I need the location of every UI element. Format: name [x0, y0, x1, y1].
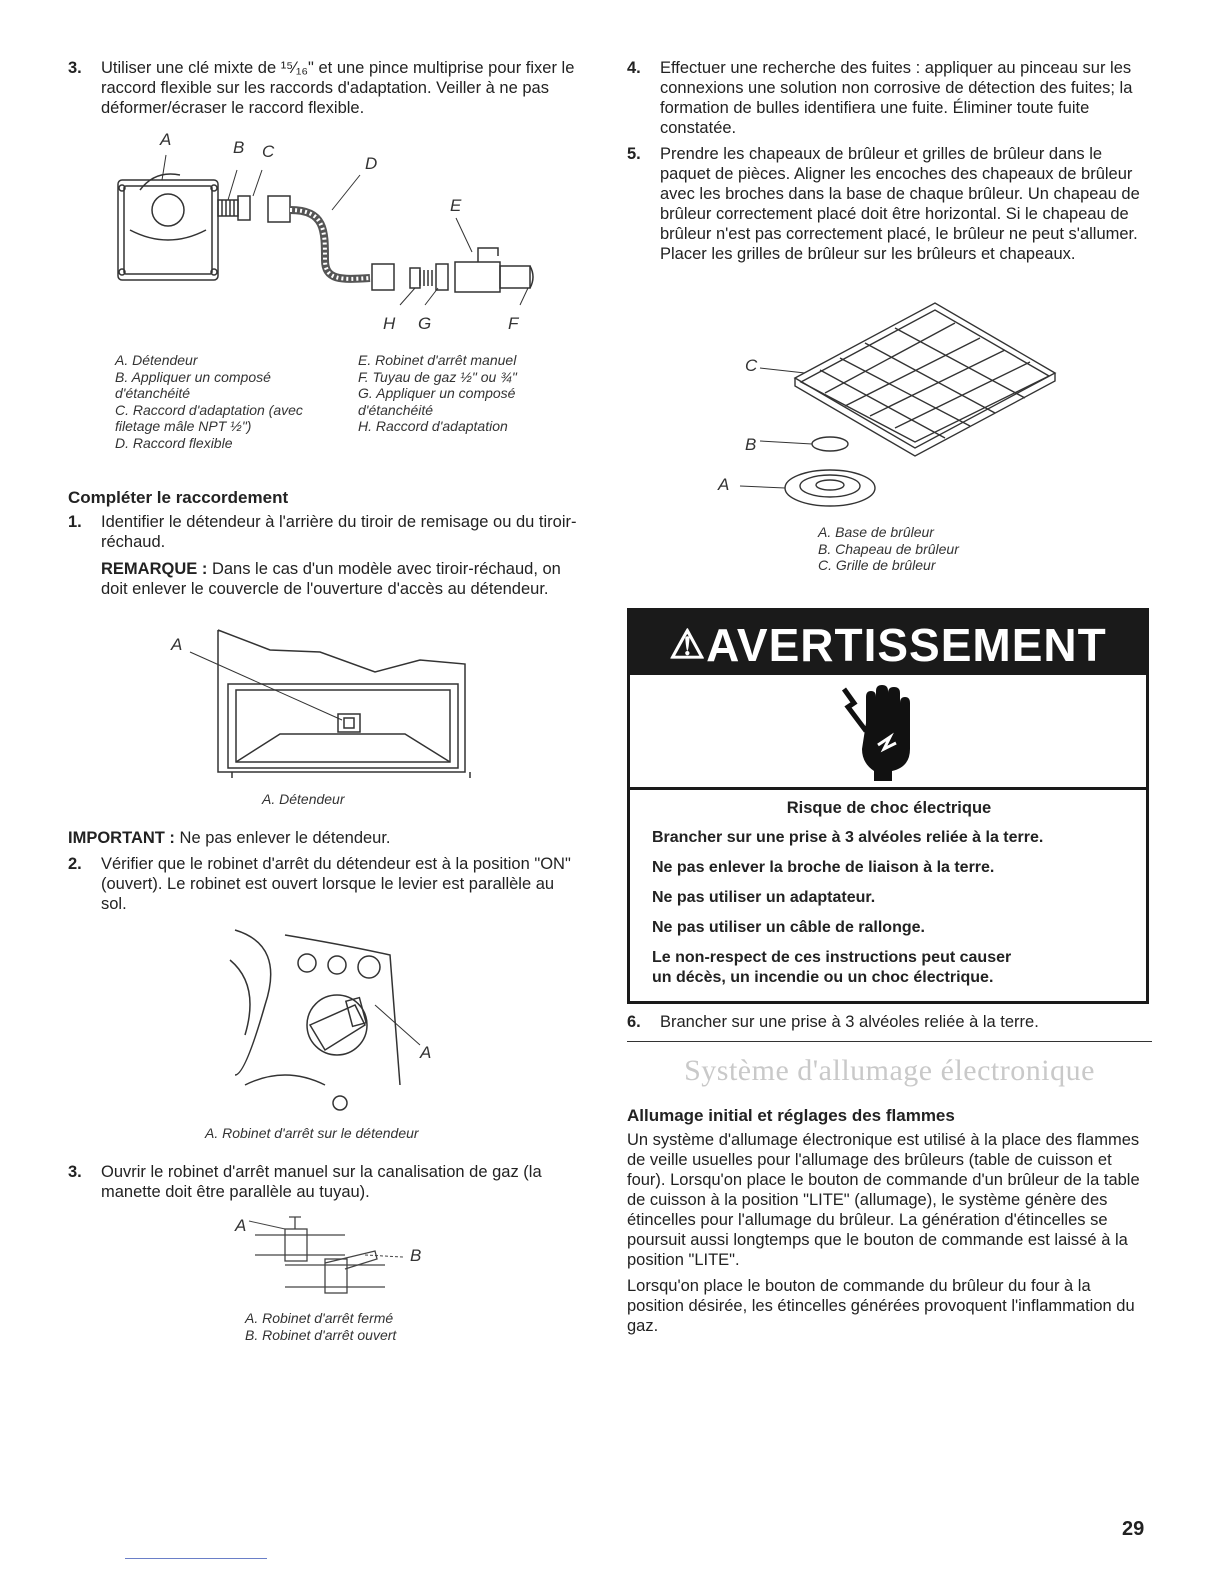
fig4-label-a: A [235, 1216, 247, 1235]
regulator-shape [338, 714, 360, 732]
page-number: 29 [1122, 1518, 1145, 1540]
fig3-label-a: A [420, 1043, 432, 1062]
flexible-connector-shape [290, 210, 370, 279]
step-text: Vérifier que le robinet d'arrêt du détendeur est à la position "ON" (ouvert). Le robinet est ouvert lorsque le levier est parallèle au sol. [101, 855, 571, 913]
fig1-label-b: B [233, 138, 245, 157]
fig1-label-e: E [450, 196, 462, 215]
step-text: Ouvrir le robinet d'arrêt manuel sur la canalisation de gaz (la manette doit être parallèle au tuyau). [101, 1163, 542, 1201]
fig1-caption-left [115, 352, 340, 451]
warning-header [630, 611, 1146, 673]
remarque-label: REMARQUE : [101, 560, 208, 578]
caption-item: H. Raccord d'adaptation [358, 418, 508, 434]
step-2-verify-valve [68, 854, 583, 918]
section-divider [627, 1041, 1152, 1042]
warning-line: un décès, un incendie ou un choc électrique. [652, 969, 994, 986]
step-3-connect-flexible [68, 58, 598, 122]
drawer-diagram [170, 622, 490, 782]
warning-line: Ne pas utiliser un câble de rallonge. [652, 919, 925, 936]
warning-line: Ne pas enlever la broche de liaison à la terre. [652, 859, 995, 876]
important-label: IMPORTANT : [68, 829, 175, 847]
caption-item: B. Chapeau de brûleur [818, 540, 959, 557]
step-number: 2. [68, 855, 82, 873]
fig5-caption [818, 524, 959, 574]
connection-diagram [110, 130, 560, 340]
caption-item: G. Appliquer un composé d'étanchéité [358, 385, 516, 418]
regulator-shape [118, 180, 218, 280]
step-text: Identifier le détendeur à l'arrière du tiroir de remisage ou du tiroir-réchaud. [101, 513, 577, 551]
burner-cap-shape [812, 437, 848, 451]
fig5-label-c: C [745, 356, 758, 375]
remarque-text: Dans le cas d'un modèle avec tiroir-réchaud, on doit enlever le couvercle de l'ouverture d'accès au détendeur. [101, 560, 561, 598]
fig3-caption: A. Robinet d'arrêt sur le détendeur [205, 1125, 419, 1141]
fig1-label-a: A [160, 130, 172, 149]
step-number: 3. [68, 1163, 82, 1181]
remarque-note [101, 559, 583, 599]
fig1-label-d: D [365, 154, 378, 173]
caption-item: A. Détendeur [115, 352, 198, 368]
warning-line: Ne pas utiliser un adaptateur. [652, 889, 876, 906]
step-number: 5. [627, 145, 641, 163]
fig4-caption [245, 1310, 396, 1343]
paragraph-ignition: Un système d'allumage électronique est utilisé à la place des flammes de veille usuelles pour l'allumage des brûleurs (table de cuisson et four). Lorsqu'on place le bouton de commande d'un brûleur de la table de cuisson à la position "LITE" (allumage), le système génère des étincelles pour l'allumage du brûleur. La génération d'étincelles se poursuit aussi longtemps que le bouton de commande est laissé à la position "LITE". [627, 1131, 1140, 1269]
section-title: Système d'allumage électronique [684, 1054, 1095, 1087]
fig5-label-b: B [745, 435, 757, 454]
burner-grate-diagram [735, 298, 1065, 513]
step-number: 1. [68, 513, 82, 531]
warning-title: AVERTISSEMENT [706, 619, 1107, 671]
step-text: Utiliser une clé mixte de ¹⁵⁄₁₆" et une pince multiprise pour fixer le raccord flexible sur les raccords d'adaptation. Veiller à ne pas déformer/écraser le raccord flexible. [101, 59, 575, 117]
section-heading-completer: Compléter le raccordement [68, 488, 289, 507]
caption-item: E. Robinet d'arrêt manuel [358, 352, 517, 368]
step-6-plug-in [627, 1012, 1152, 1034]
footer-rule [125, 1558, 267, 1559]
warning-icon-area [630, 673, 1146, 790]
section-heading-allumage: Allumage initial et réglages des flammes [627, 1106, 955, 1125]
warning-line: Brancher sur une prise à 3 alvéoles reliée à la terre. [652, 829, 1044, 846]
caption-item: A. Robinet d'arrêt fermé [245, 1310, 394, 1326]
fig1-label-g: G [418, 314, 432, 333]
caption-item: C. Grille de brûleur [818, 557, 936, 573]
warning-hazard: Risque de choc électrique [786, 799, 992, 817]
step-text: Effectuer une recherche des fuites : appliquer au pinceau sur les connexions une solution non corrosive de détection des fuites; la formation de bulles identifiera une fuite. Éliminer toute fuite constatée. [660, 59, 1133, 137]
fig1-label-h: H [383, 314, 396, 333]
shutoff-valve-shape [455, 262, 500, 292]
fig1-label-f: F [508, 314, 519, 333]
fig2-label-a: A [171, 635, 183, 654]
caption-item: A. Base de brûleur [818, 524, 934, 540]
fig2-caption: A. Détendeur [262, 791, 345, 807]
step-3-open-valve [68, 1162, 583, 1206]
step-text: Prendre les chapeaux de brûleur et grilles de brûleur dans le paquet de pièces. Aligner les encoches des chapeaux de brûleur avec les broches dans la base de chaque brûleur. Un chapeau de brûleur correctement placé doit être horizontal. Si le chapeau de brûleur n'est pas correctement placé, le brûleur ne peut s'allumer. Placer les grilles de brûleur sur les brûleurs et chapeaux. [660, 145, 1140, 263]
step-number: 4. [627, 59, 641, 77]
fig1-caption-right [358, 352, 558, 435]
paragraph-oven-ignition: Lorsqu'on place le bouton de commande du brûleur du four à la position désirée, les étincelles générées provoquent l'inflammation du gaz. [627, 1277, 1135, 1335]
important-note [68, 828, 588, 848]
caption-item: B. Robinet d'arrêt ouvert [245, 1326, 397, 1343]
step-number: 6. [627, 1013, 641, 1031]
fig4-label-b: B [410, 1246, 422, 1265]
warning-line: Le non-respect de ces instructions peut causer [652, 949, 1012, 966]
step-text: Brancher sur une prise à 3 alvéoles reliée à la terre. [660, 1013, 1039, 1031]
caption-item: D. Raccord flexible [115, 434, 233, 451]
electric-shock-hand-icon [840, 683, 920, 783]
step-number: 3. [68, 59, 82, 77]
caption-item: F. Tuyau de gaz ½" ou ¾" [358, 368, 517, 385]
fig5-label-a: A [718, 475, 730, 494]
valve-positions-diagram [245, 1215, 415, 1300]
step-4-leak-test [627, 58, 1152, 142]
warning-triangle-icon: ⚠ [669, 623, 707, 667]
fig1-label-c: C [262, 142, 275, 161]
step-5-burner-caps [627, 144, 1152, 288]
important-text: Ne pas enlever le détendeur. [179, 829, 391, 847]
caption-item: B. Appliquer un composé d'étanchéité [115, 368, 271, 401]
warning-box [627, 608, 1149, 1004]
regulator-valve-diagram [225, 925, 445, 1115]
caption-item: C. Raccord d'adaptation (avec filetage mâle NPT ½") [115, 401, 303, 434]
step-1-identify [68, 512, 583, 556]
